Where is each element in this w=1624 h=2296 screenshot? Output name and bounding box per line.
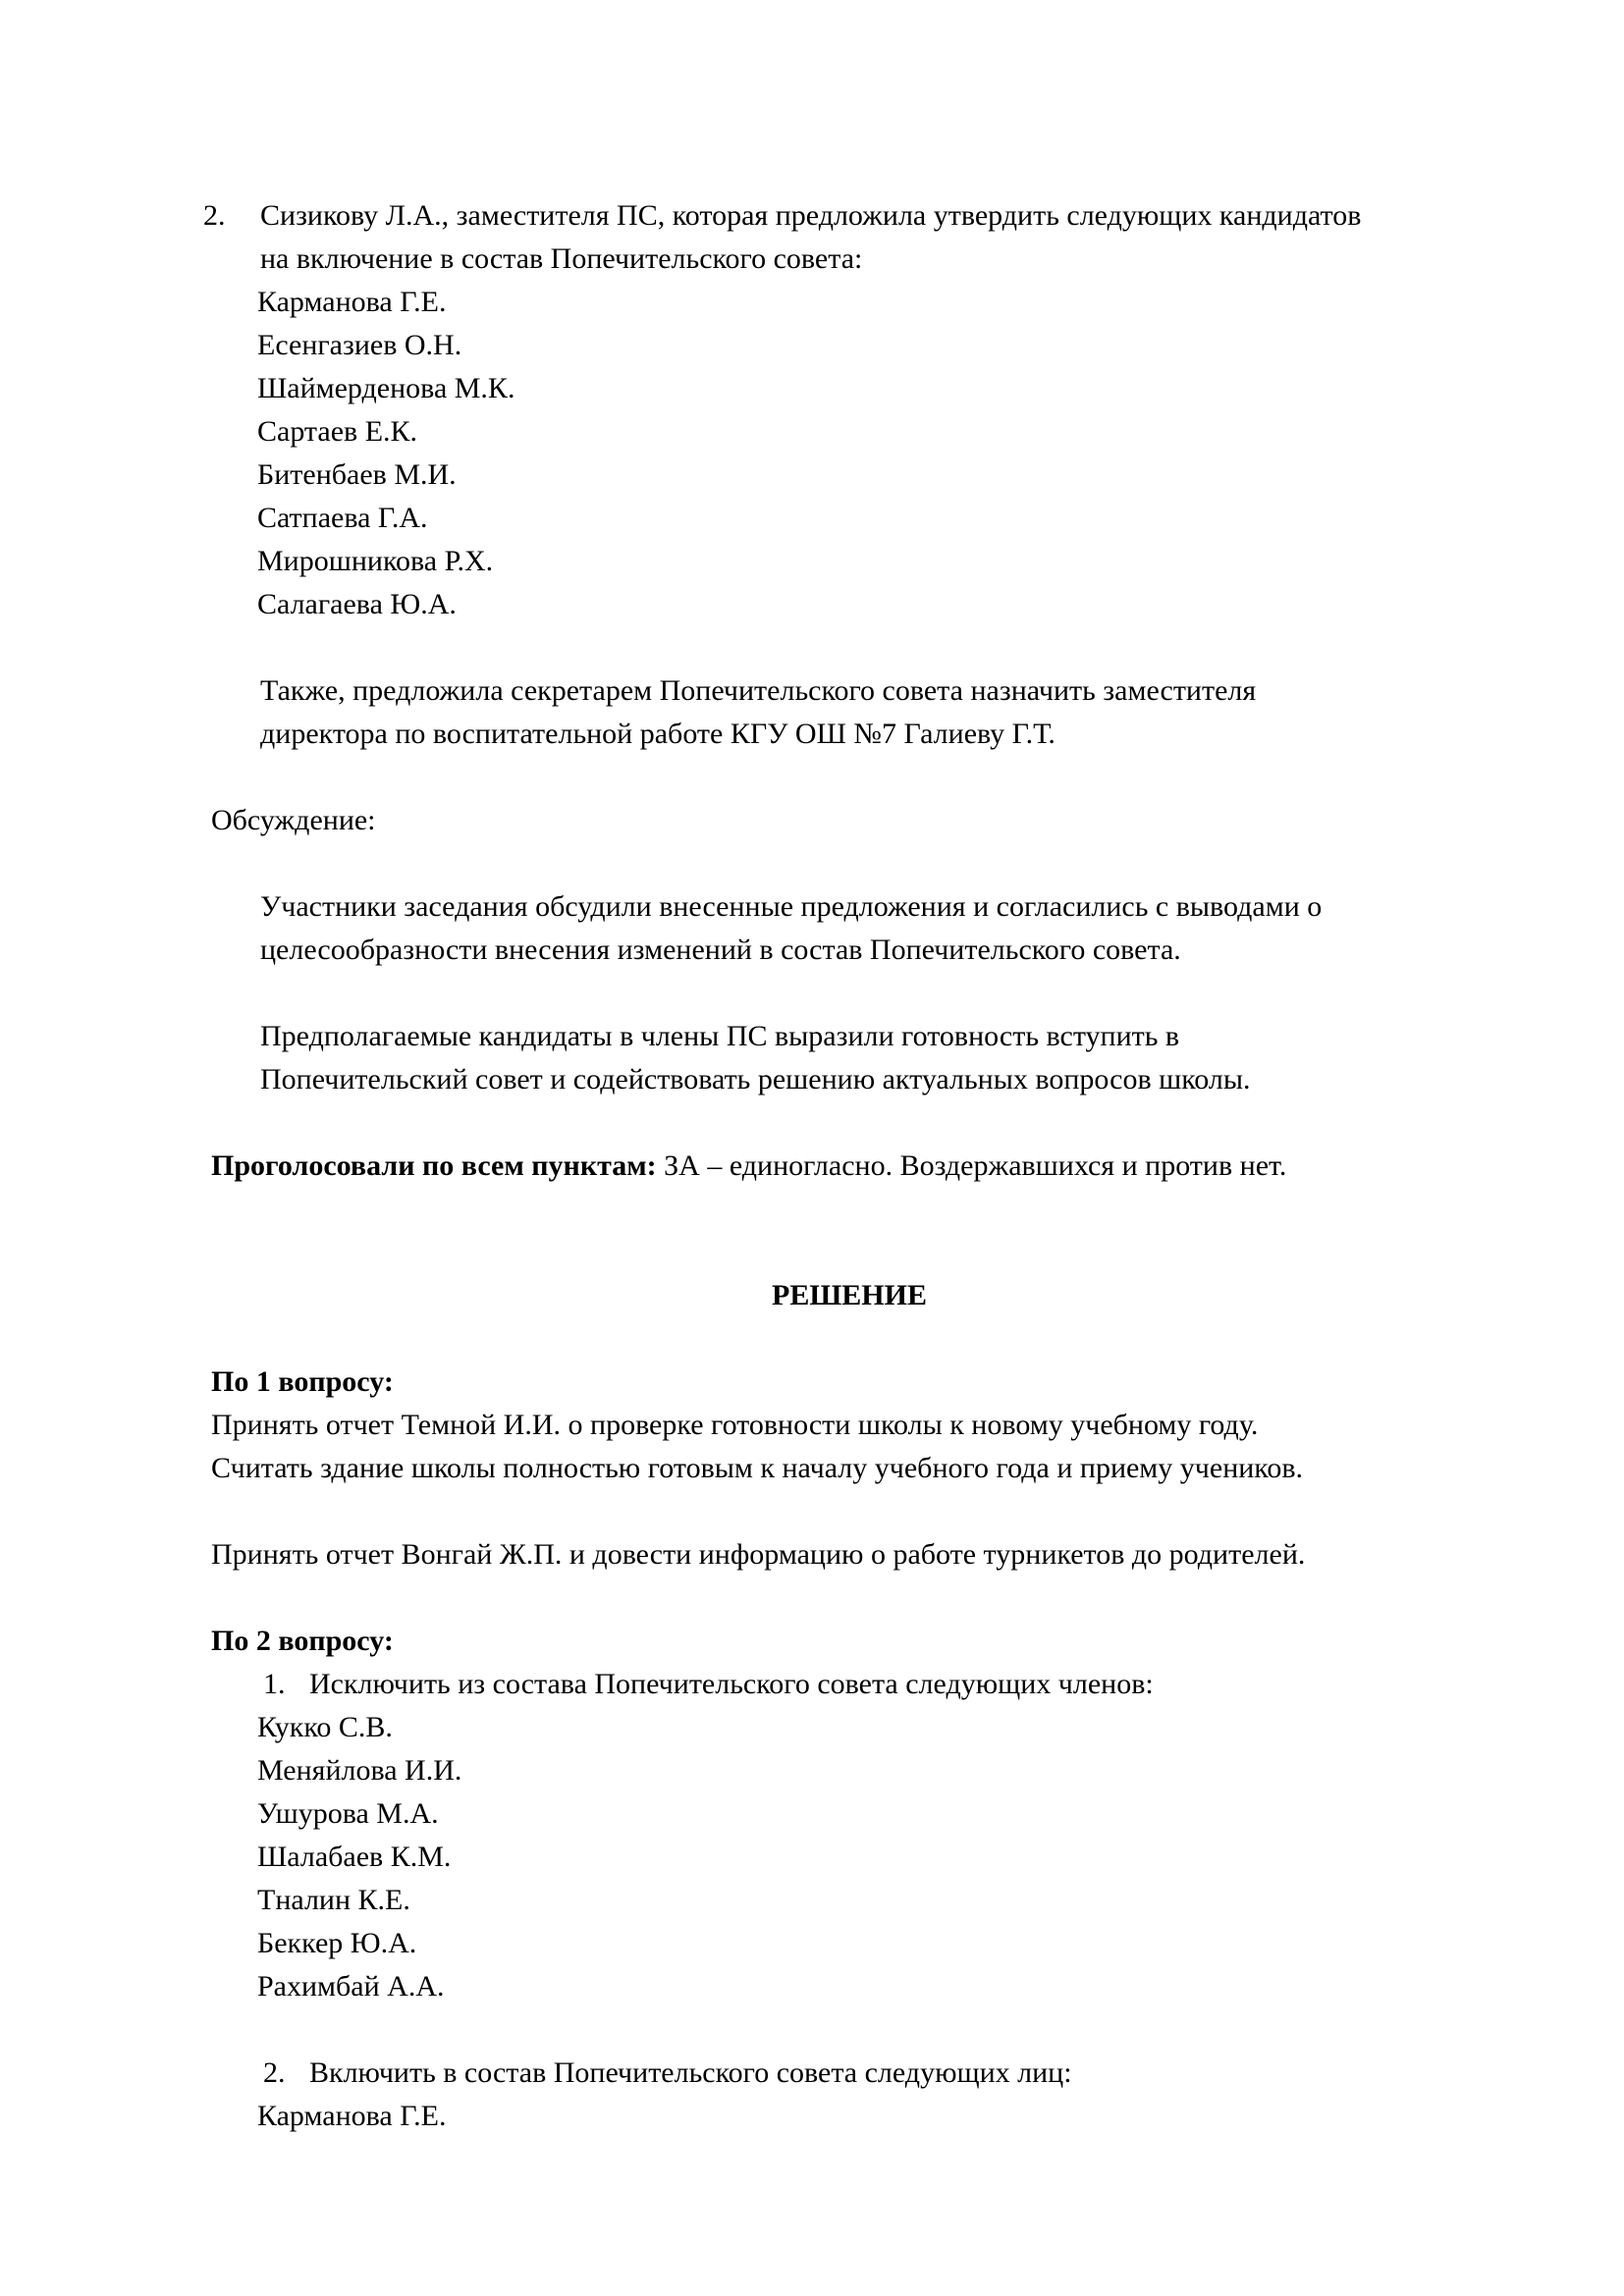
excluded-member-name: Ушурова М.А. (257, 1797, 439, 1830)
paragraph-line: Участники заседания обсудили внесенные предложения и согласились с выводами о (260, 890, 1323, 923)
vote-result-line (211, 1145, 1488, 1188)
candidate-name: Салагаева Ю.А. (257, 588, 457, 620)
paragraph-line: Считать здание школы полностью готовым к началу учебного года и приему учеников. (211, 1452, 1304, 1484)
paragraph-line: директора по воспитательной работе КГУ ОШ №7 Галиеву Г.Т. (260, 718, 1056, 750)
agenda-item-2 (203, 194, 1488, 238)
included-member-name: Карманова Г.Е. (257, 2100, 447, 2132)
paragraph-line: Также, предложила секретарем Попечительского совета назначить заместителя (260, 674, 1257, 707)
candidate-name: Сатпаева Г.А. (257, 502, 428, 534)
excluded-member-name: Шалабаев К.М. (257, 1841, 452, 1873)
paragraph-line: Сизикову Л.А., заместителя ПС, которая предложила утвердить следующих кандидатов (260, 199, 1362, 232)
candidate-name: Битенбаев М.И. (257, 458, 457, 491)
paragraph-line: на включение в состав Попечительского совета: (260, 242, 863, 275)
decision-subitem-2 (263, 2052, 1488, 2095)
list-number: 2. (263, 2056, 286, 2089)
discussion-heading: Обсуждение: (211, 804, 376, 836)
candidate-name: Карманова Г.Е. (257, 286, 447, 318)
excluded-member-name: Кукко С.В. (257, 1711, 393, 1743)
candidate-name: Есенгазиев О.Н. (257, 329, 462, 361)
candidate-name: Шаймерденова М.К. (257, 372, 515, 404)
paragraph-line: Предполагаемые кандидаты в члены ПС выразили готовность вступить в (260, 1020, 1180, 1052)
excluded-member-name: Тналин К.Е. (257, 1884, 410, 1916)
candidate-name: Мирошникова Р.Х. (257, 545, 494, 577)
question-1-heading: По 1 вопросу: (211, 1365, 394, 1398)
paragraph-line: Принять отчет Вонгай Ж.П. и довести информацию о работе турникетов до родителей. (211, 1538, 1306, 1571)
paragraph-line: целесообразности внесения изменений в состав Попечительского совета. (260, 934, 1181, 966)
excluded-member-name: Беккер Ю.А. (257, 1927, 417, 1959)
excluded-member-name: Меняйлова И.И. (257, 1754, 462, 1787)
candidate-name: Сартаев Е.К. (257, 415, 418, 448)
excluded-member-name: Рахимбай А.А. (257, 1970, 445, 2002)
paragraph-line: Попечительский совет и содействовать решению актуальных вопросов школы. (260, 1063, 1251, 1095)
paragraph-line: Исключить из состава Попечительского совета следующих членов: (309, 1668, 1154, 1700)
question-2-heading: По 2 вопросу: (211, 1625, 394, 1657)
list-number: 2. (203, 199, 226, 232)
paragraph-line: Принять отчет Темной И.И. о проверке готовности школы к новому учебному году. (211, 1409, 1259, 1441)
vote-result-label: Проголосовали по всем пунктам: (211, 1149, 657, 1182)
decision-subitem-1 (263, 1663, 1488, 1706)
vote-result-text: ЗА – единогласно. Воздержавшихся и против нет. (664, 1149, 1287, 1182)
decision-heading: РЕШЕНИЕ (772, 1279, 927, 1311)
list-number: 1. (263, 1668, 286, 1700)
paragraph-line: Включить в состав Попечительского совета следующих лиц: (309, 2056, 1072, 2089)
